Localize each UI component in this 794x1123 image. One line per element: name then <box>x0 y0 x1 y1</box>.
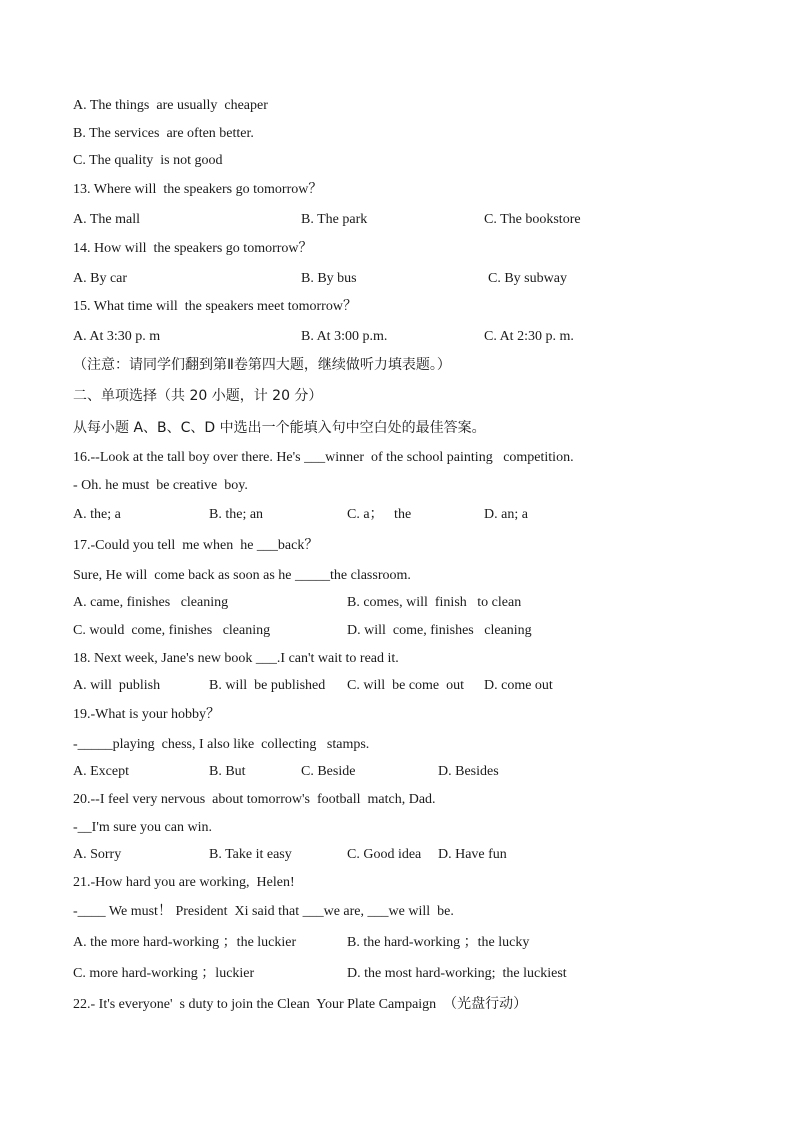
q14-option-c: C. By subway <box>488 271 567 286</box>
q16-option-a: A. the; a <box>73 507 121 522</box>
q17-option-b: B. comes, will finish to clean <box>347 595 522 610</box>
q21-line1: 21.-How hard you are working, Helen! <box>73 875 295 890</box>
q20-line1: 20.--I feel very nervous about tomorrow's football match, Dad. <box>73 792 436 807</box>
q21-option-d: D. the most hard-working; the luckiest <box>347 966 567 981</box>
q13-option-b: B. The park <box>301 212 368 227</box>
q20-option-c: C. Good idea <box>347 847 422 862</box>
q18-option-c: C. will be come out <box>347 678 465 693</box>
q21-option-a: A. the more hard-working ；the luckier <box>73 935 297 950</box>
q21-option-b: B. the hard-working ；the lucky <box>347 935 530 950</box>
q13-option-c: C. The bookstore <box>484 212 581 227</box>
q13-stem: 13. Where will the speakers go tomorrow？ <box>73 182 323 197</box>
q20-option-b: B. Take it easy <box>209 847 292 862</box>
q15-option-a: A. At 3:30 p. m <box>73 329 161 344</box>
q17-option-a: A. came, finishes cleaning <box>73 595 229 610</box>
q18-option-d: D. come out <box>484 678 553 693</box>
q19-option-c: C. Beside <box>301 764 356 779</box>
q17-line1: 17.-Could you tell me when he ___back？ <box>73 538 319 553</box>
q18-line1: 18. Next week, Jane's new book ___.I can't wait to read it. <box>73 651 399 666</box>
q14-option-b: B. By bus <box>301 271 357 286</box>
q17-line2: Sure, He will come back as soon as he _____the classroom. <box>73 568 411 583</box>
q13-option-a: A. The mall <box>73 212 141 227</box>
q20-line2: -__I'm sure you can win. <box>73 820 212 835</box>
q12-option-a: A. The things are usually cheaper <box>73 98 268 113</box>
q20-option-a: A. Sorry <box>73 847 122 862</box>
q20-option-d: D. Have fun <box>438 847 507 862</box>
q16-line2: - Oh. he must be creative boy. <box>73 478 248 493</box>
q18-option-a: A. will publish <box>73 678 161 693</box>
q15-option-b: B. At 3:00 p.m. <box>301 329 388 344</box>
q15-stem: 15. What time will the speakers meet tomorrow？ <box>73 299 357 314</box>
q19-option-b: B. But <box>209 764 246 779</box>
q12-option-b: B. The services are often better. <box>73 126 254 141</box>
q22-line1: 22.- It's everyone' s duty to join the Clean Your Plate Campaign （光盘行动） <box>73 997 528 1012</box>
listening-note: （注意：请同学们翻到第Ⅱ卷第四大题，继续做听力填表题。） <box>73 357 451 373</box>
q19-option-d: D. Besides <box>438 764 499 779</box>
q15-option-c: C. At 2:30 p. m. <box>484 329 574 344</box>
q19-option-a: A. Except <box>73 764 129 779</box>
q14-stem: 14. How will the speakers go tomorrow？ <box>73 241 313 256</box>
section-instruction: 从每小题 A、B、C、D 中选出一个能填入句中空白处的最佳答案。 <box>73 420 486 436</box>
section-heading: 二、单项选择（共 20 小题，计 20 分） <box>73 388 323 404</box>
q17-option-c: C. would come, finishes cleaning <box>73 623 271 638</box>
q18-option-b: B. will be published <box>209 678 326 693</box>
q21-option-c: C. more hard-working ；luckier <box>73 966 255 981</box>
q16-option-c: C. a； the <box>347 507 412 522</box>
q17-option-d: D. will come, finishes cleaning <box>347 623 532 638</box>
q12-option-c: C. The quality is not good <box>73 153 223 168</box>
q16-option-d: D. an; a <box>484 507 528 522</box>
q16-line1: 16.--Look at the tall boy over there. He's ___winner of the school painting competition. <box>73 450 574 465</box>
q19-line1: 19.-What is your hobby？ <box>73 707 220 722</box>
q14-option-a: A. By car <box>73 271 128 286</box>
q16-option-b: B. the; an <box>209 507 264 522</box>
q19-line2: -_____playing chess, I also like collecting stamps. <box>73 737 370 752</box>
q21-line2: -____ We must！ President Xi said that ___we are, ___we will be. <box>73 904 454 919</box>
